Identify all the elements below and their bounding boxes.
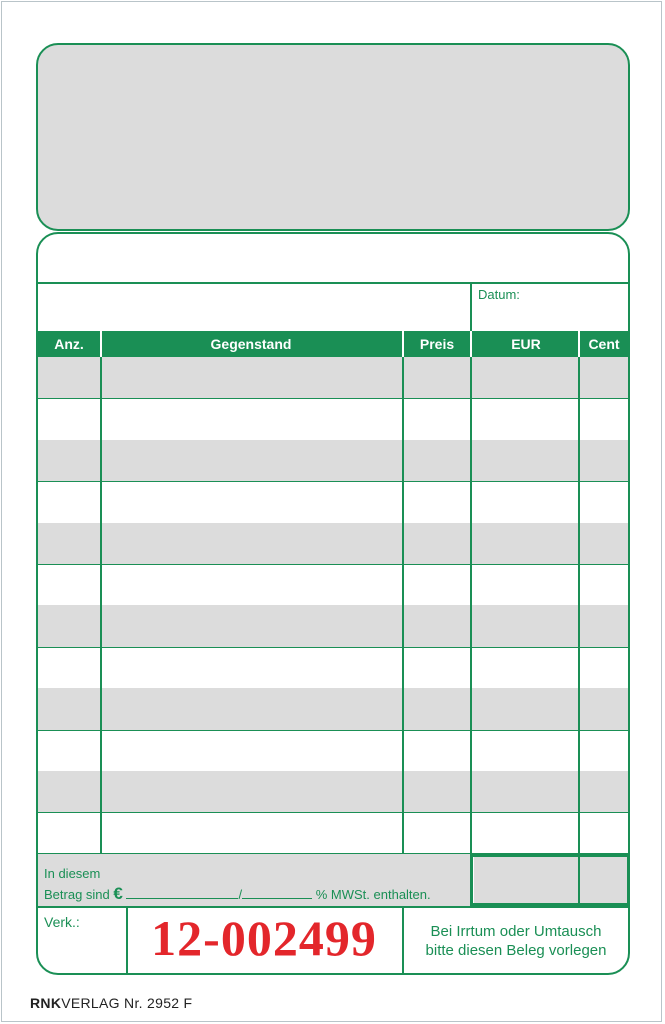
table-row [38,771,628,812]
column-line [578,331,580,854]
notice-line-1: Bei Irrtum oder Umtausch [430,923,602,940]
vat-amount-blank [126,888,238,899]
exchange-notice [404,922,628,960]
column-header-row [38,331,628,357]
table-row [38,730,628,771]
table-row [38,398,628,439]
verk-label: Verk.: [44,914,80,930]
euro-icon: € [113,884,123,903]
column-header-cent: Cent [588,336,620,352]
vat-suffix: % MWSt. enthalten. [315,887,431,902]
column-header-anz: Anz. [54,336,84,352]
column-header-eur: EUR [511,336,541,352]
table-row [38,440,628,481]
datum-divider [470,283,472,331]
divider [38,282,628,284]
notice-line-2: bitte diesen Beleg vorlegen [425,942,607,959]
vat-prefix: Betrag sind [44,887,110,902]
header-separator [470,331,472,357]
brand-bold: RNK [30,995,62,1011]
vat-slash: / [238,887,243,902]
column-line [470,331,472,854]
table-row [38,605,628,646]
publisher-footer [30,995,192,1011]
table-row [38,357,628,398]
header-separator [100,331,102,357]
header-separator [402,331,404,357]
table-row [38,812,628,853]
table-row [38,688,628,729]
brand-rest: VERLAG [61,995,120,1011]
column-line [402,331,404,854]
header-separator [578,331,580,357]
serial-number: 12-002499 [151,910,377,966]
column-header-gegenstand: Gegenstand [210,336,292,352]
header-blank-area [36,43,630,231]
column-line [100,331,102,854]
column-header-preis: Preis [419,336,455,352]
vat-rate-blank [242,888,312,899]
table-row [38,523,628,564]
table-row [38,481,628,522]
table-row [38,647,628,688]
vat-line-2 [44,884,431,904]
datum-label: Datum: [478,287,520,302]
total-box [470,854,630,906]
product-number: Nr. 2952 F [124,995,193,1011]
receipt-form [36,232,630,975]
table-row [38,564,628,605]
vat-line-1: In diesem [44,866,101,881]
